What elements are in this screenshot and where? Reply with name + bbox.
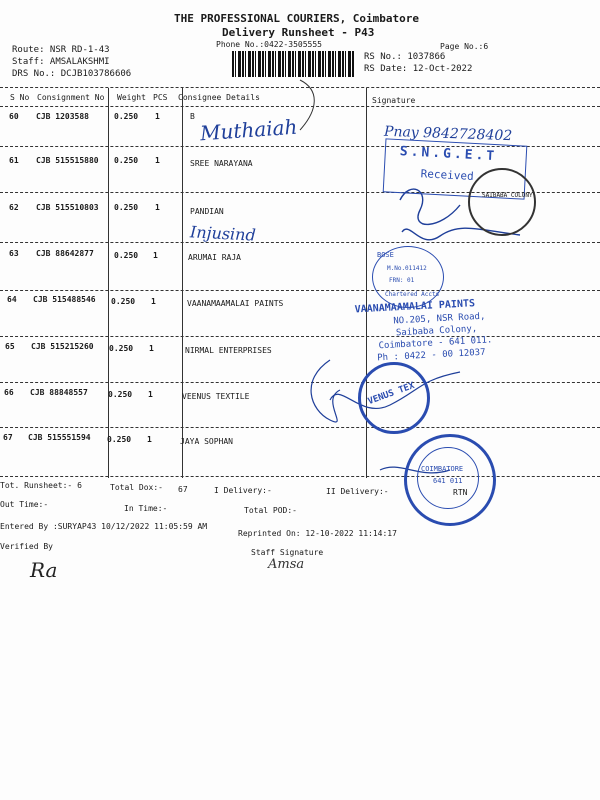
col-consignment: Consignment No (37, 93, 105, 102)
row-consignment: CJB 515215260 (31, 342, 94, 351)
row-consignee: ARUMAI RAJA (188, 253, 241, 262)
tot-runsheet: Tot. Runsheet:- 6 (0, 481, 82, 490)
row-consignee: SREE NARAYANA (190, 159, 253, 168)
staff-signature: Amsa (268, 557, 305, 572)
page-number: Page No.:6 (440, 42, 489, 51)
in-time: In Time:- (124, 504, 168, 513)
total-pod: Total POD:- (244, 506, 297, 515)
verified-by: Verified By (0, 542, 53, 551)
total-dox-value: 67 (178, 485, 188, 494)
row-consignee: VEENUS TEXTILE (182, 392, 250, 401)
row-sno: 62 (9, 203, 19, 212)
rs-number: RS No.: 1037866 (364, 52, 446, 62)
ca-stamp (372, 246, 444, 308)
stamp-text: NO.205, NSR Road, (393, 311, 486, 327)
handwritten-phone: Pnay 9842728402 (383, 123, 513, 145)
venus-stamp (358, 362, 430, 434)
rtn-label: RTN (453, 488, 468, 497)
row-weight: 0.250 (108, 390, 133, 399)
row-consignment: CJB 88642877 (36, 249, 94, 258)
row-consignee: PANDIAN (190, 207, 224, 216)
row-sno: 64 (7, 295, 17, 304)
staff: Staff: AMSALAKSHMI (12, 57, 110, 67)
row-sno: 60 (9, 112, 19, 121)
stamp-text: COIMBATORE (421, 465, 464, 473)
row-consignee: NIRMAL ENTERPRISES (185, 346, 272, 355)
row-weight: 0.250 (114, 156, 139, 165)
stamp-text: Chartered Accts (385, 291, 440, 298)
stamp-text: VAANAMAAMALAI PAINTS (354, 298, 476, 316)
drs-number: DRS No.: DCJB103786606 (12, 69, 132, 79)
stamp-received: Received (420, 167, 474, 183)
row-consignee: JAYA SOPHAN (180, 437, 233, 446)
staff-signature-label: Staff Signature (251, 548, 324, 557)
stamp-text: Coimbatore - 641 011. (378, 335, 493, 352)
col-weight: Weight (117, 93, 146, 102)
total-dox-label: Total Dox:- (110, 483, 163, 492)
stamp-text: SAIBABA COLONY (482, 192, 533, 199)
stamp-text: Saibaba Colony, (395, 324, 478, 339)
row-weight: 0.250 (109, 344, 134, 353)
row-weight: 0.250 (114, 112, 139, 121)
row-sno: 63 (9, 249, 19, 258)
col-pcs: PCS (153, 93, 168, 102)
handwritten-signature: Injusind (189, 222, 257, 245)
row-pcs: 1 (155, 156, 160, 165)
row-pcs: 1 (153, 251, 158, 260)
out-time: Out Time:- (0, 500, 49, 509)
stamp-name: S.N.G.E.T (399, 144, 498, 165)
phone-number: Phone No.:0422-3505555 (216, 40, 322, 49)
row-pcs: 1 (149, 344, 154, 353)
row-consignment: CJB 515488546 (33, 295, 96, 304)
col-consignee: Consignee Details (178, 93, 260, 102)
stamp-text: Ph : 0422 - 00 12037 (377, 347, 486, 364)
row-weight: 0.250 (114, 203, 139, 212)
stamp-text: FRN: 01 (389, 277, 415, 284)
row-pcs: 1 (147, 435, 152, 444)
stamp-text: BOSE (377, 251, 394, 259)
col-signature: Signature (372, 96, 416, 105)
row-consignment: CJB 88848557 (30, 388, 88, 397)
row-consignment: CJB 515551594 (28, 433, 91, 442)
paints-stamp (354, 296, 527, 369)
col-sno: S No (10, 93, 30, 102)
row-pcs: 1 (148, 390, 153, 399)
row-consignment: CJB 1203588 (36, 112, 89, 121)
row-sno: 67 (3, 433, 13, 442)
handwritten-signature: Muthaiah (199, 114, 299, 146)
row-sno: 66 (4, 388, 14, 397)
row-consignee: VAANAMAAMALAI PAINTS (187, 299, 284, 308)
row-weight: 0.250 (111, 297, 136, 306)
row-pcs: 1 (155, 112, 160, 121)
row-pcs: 1 (155, 203, 160, 212)
stamp-text: M.No.011412 (387, 265, 427, 272)
company-name: THE PROFESSIONAL COURIERS, Coimbatore (174, 12, 420, 25)
runsheet-title: Delivery Runsheet - P43 (222, 26, 375, 39)
i-delivery: I Delivery:- (214, 486, 272, 495)
reprinted-on: Reprinted On: 12-10-2022 11:14:17 (238, 529, 397, 538)
row-weight: 0.250 (114, 251, 139, 260)
round-stamp (468, 168, 536, 236)
route: Route: NSR RD-1-43 (12, 45, 110, 55)
row-sno: 65 (5, 342, 15, 351)
company-round-stamp (404, 434, 496, 526)
row-sno: 61 (9, 156, 19, 165)
entered-by: Entered By :SURYAP43 10/12/2022 11:05:59 AM (0, 522, 208, 531)
stamp-text: VENUS TEX (366, 380, 417, 408)
row-consignee: B (190, 112, 195, 121)
stamp-text: 641 011 (433, 477, 463, 485)
row-weight: 0.250 (107, 435, 132, 444)
row-consignment: CJB 515510803 (36, 203, 99, 212)
verified-signature: Ra (30, 558, 58, 582)
ii-delivery: II Delivery:- (326, 487, 389, 496)
rs-date: RS Date: 12-Oct-2022 (364, 64, 473, 74)
row-consignment: CJB 515515880 (36, 156, 99, 165)
row-pcs: 1 (151, 297, 156, 306)
